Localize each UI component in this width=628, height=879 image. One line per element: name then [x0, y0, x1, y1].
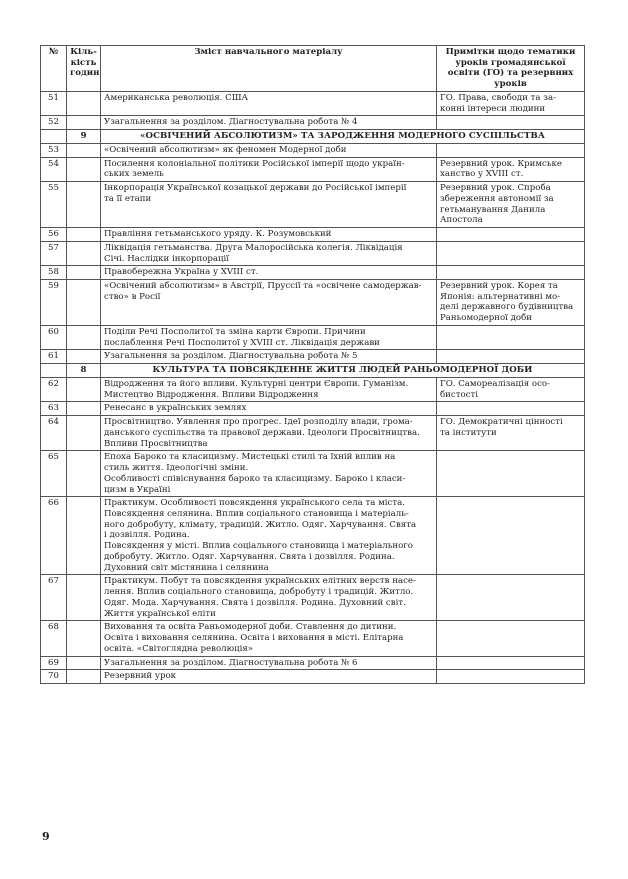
- row-number: 55: [41, 182, 67, 228]
- table-row: [41, 116, 585, 130]
- row-note: [437, 575, 585, 621]
- row-number: 65: [41, 451, 67, 497]
- page-number: 9: [42, 830, 50, 843]
- table-row: [41, 656, 585, 670]
- row-topic: Просвітництво. Уявлення про прогрес. Ідеї розподілу влади, грома- данського суспільства та правової держави. Ідеологи Просвітництва. Впливи Просвітництва: [101, 416, 437, 451]
- row-note: Резервний урок. Кримське ханство у XVIII ст.: [437, 157, 585, 181]
- section-title: «ОСВІЧЕНИЙ АБСОЛЮТИЗМ» ТА ЗАРОДЖЕННЯ МОДЕРНОГО СУСПІЛЬСТВА: [101, 130, 585, 144]
- section-title: КУЛЬТУРА ТА ПОВСЯКДЕННЕ ЖИТТЯ ЛЮДЕЙ РАНЬОМОДЕРНОЇ ДОБИ: [101, 364, 585, 378]
- row-number: 52: [41, 116, 67, 130]
- row-note: [437, 621, 585, 656]
- row-number: 61: [41, 350, 67, 364]
- section-row: [41, 364, 585, 378]
- row-hours: [67, 377, 101, 401]
- row-number: 67: [41, 575, 67, 621]
- row-hours: [67, 143, 101, 157]
- row-note: [437, 350, 585, 364]
- row-note: Резервний урок. Корея та Японія: альтернативні мо- делі державного будівництва Раньомодерної доби: [437, 280, 585, 326]
- row-number: 70: [41, 670, 67, 684]
- row-note: ГО. Демократичні цінності та інститути: [437, 416, 585, 451]
- row-number: 59: [41, 280, 67, 326]
- section-num-cell: [41, 130, 67, 144]
- table-row: [41, 377, 585, 401]
- table-row: [41, 280, 585, 326]
- header-num: №: [41, 46, 67, 92]
- row-hours: [67, 350, 101, 364]
- row-note: [437, 497, 585, 575]
- row-number: 63: [41, 402, 67, 416]
- table-body: [41, 92, 585, 684]
- section-hours: 8: [67, 364, 101, 378]
- row-number: 60: [41, 325, 67, 349]
- row-note: [437, 266, 585, 280]
- row-note: [437, 325, 585, 349]
- row-number: 62: [41, 377, 67, 401]
- row-topic: Правобережна Україна у XVIII ст.: [101, 266, 437, 280]
- row-topic: Узагальнення за розділом. Діагностувальна робота № 4: [101, 116, 437, 130]
- row-topic: Епоха Бароко та класицизму. Мистецькі стилі та їхній вплив на стиль життя. Ідеологічні зміни. Особливості співіснування бароко та класицизму. Бароко і класи- цизм в Україні: [101, 451, 437, 497]
- row-hours: [67, 157, 101, 181]
- row-topic: Інкорпорація Української козацької держави до Російської імперії та її етапи: [101, 182, 437, 228]
- row-number: 58: [41, 266, 67, 280]
- table-row: [41, 402, 585, 416]
- table-row: [41, 416, 585, 451]
- row-hours: [67, 280, 101, 326]
- row-hours: [67, 266, 101, 280]
- row-note: [437, 241, 585, 265]
- row-topic: Виховання та освіта Раньомодерної доби. Ставлення до дитини. Освіта і виховання селянина. Освіта і виховання в місті. Елітарна освіта. «Світоглядна революція»: [101, 621, 437, 656]
- row-hours: [67, 116, 101, 130]
- row-hours: [67, 228, 101, 242]
- row-hours: [67, 497, 101, 575]
- row-note: [437, 228, 585, 242]
- row-topic: Правління гетьманського уряду. К. Розумовський: [101, 228, 437, 242]
- row-topic: Узагальнення за розділом. Діагностувальна робота № 6: [101, 656, 437, 670]
- row-topic: Відродження та його впливи. Культурні центри Європи. Гуманізм. Мистецтво Відродження. Впливи Відродження: [101, 377, 437, 401]
- table-row: [41, 143, 585, 157]
- row-note: [437, 402, 585, 416]
- row-topic: «Освічений абсолютизм» як феномен Модерної доби: [101, 143, 437, 157]
- table-row: [41, 670, 585, 684]
- row-number: 64: [41, 416, 67, 451]
- table-row: [41, 228, 585, 242]
- table-row: [41, 182, 585, 228]
- row-topic: Посилення колоніальної політики Російської імперії щодо україн- ських земель: [101, 157, 437, 181]
- row-topic: Практикум. Особливості повсякдення українського села та міста. Повсякдення селянина. Вплив соціального становища і матеріаль- ного добробуту, клімату, традицій. Житло. Одяг. Харчування. Свята і дозвілля. Родина. Повсякдення у місті. Вплив соціального становища і матеріального добробуту. Житло. Одяг. Харчування. Свята і дозвілля. Родина. Духовний світ містянина і селянина: [101, 497, 437, 575]
- table-row: [41, 350, 585, 364]
- row-hours: [67, 575, 101, 621]
- header-row: [41, 46, 585, 92]
- row-note: ГО. Права, свободи та за- конні інтереси людини: [437, 92, 585, 116]
- row-note: Резервний урок. Спроба збереження автономії за гетьманування Данила Апостола: [437, 182, 585, 228]
- row-number: 56: [41, 228, 67, 242]
- row-hours: [67, 451, 101, 497]
- section-row: [41, 130, 585, 144]
- table-row: [41, 266, 585, 280]
- row-number: 53: [41, 143, 67, 157]
- table-row: [41, 241, 585, 265]
- table-row: [41, 575, 585, 621]
- row-hours: [67, 402, 101, 416]
- table-row: [41, 92, 585, 116]
- row-note: ГО. Самореалізація осо- бистості: [437, 377, 585, 401]
- row-hours: [67, 656, 101, 670]
- row-hours: [67, 92, 101, 116]
- row-number: 51: [41, 92, 67, 116]
- row-hours: [67, 325, 101, 349]
- row-topic: Практикум. Побут та повсякдення українських елітних верств насе- лення. Вплив соціального становища, добробуту і традицій. Житло. Одяг. Мода. Харчування. Свята і дозвілля. Родина. Духовний світ. Життя української еліти: [101, 575, 437, 621]
- row-topic: Американська революція. США: [101, 92, 437, 116]
- section-num-cell: [41, 364, 67, 378]
- row-note: [437, 143, 585, 157]
- row-topic: Узагальнення за розділом. Діагностувальна робота № 5: [101, 350, 437, 364]
- row-hours: [67, 182, 101, 228]
- row-topic: Ренесанс в українських землях: [101, 402, 437, 416]
- row-note: [437, 116, 585, 130]
- table-row: [41, 157, 585, 181]
- row-note: [437, 451, 585, 497]
- row-number: 57: [41, 241, 67, 265]
- table-row: [41, 621, 585, 656]
- header-content: Зміст навчального матеріалу: [101, 46, 437, 92]
- row-topic: Поділи Речі Посполитої та зміна карти Європи. Причини послаблення Речі Посполитої у XVIII ст. Ліквідація держави: [101, 325, 437, 349]
- section-hours: 9: [67, 130, 101, 144]
- header-hours: Кіль- кість годин: [67, 46, 101, 92]
- table-row: [41, 325, 585, 349]
- curriculum-table: [40, 45, 585, 684]
- row-topic: «Освічений абсолютизм» в Австрії, Пруссії та «освічене самодержав- ство» в Росії: [101, 280, 437, 326]
- row-topic: Ліквідація гетьманства. Друга Малоросійська колегія. Ліквідація Січі. Наслідки інкорпорації: [101, 241, 437, 265]
- table-row: [41, 451, 585, 497]
- table-row: [41, 497, 585, 575]
- row-hours: [67, 416, 101, 451]
- row-number: 69: [41, 656, 67, 670]
- header-notes: Примітки щодо тематики уроків громадянської освіти (ГО) та резервних уроків: [437, 46, 585, 92]
- row-hours: [67, 241, 101, 265]
- row-note: [437, 670, 585, 684]
- row-number: 54: [41, 157, 67, 181]
- row-topic: Резервний урок: [101, 670, 437, 684]
- row-hours: [67, 621, 101, 656]
- row-number: 68: [41, 621, 67, 656]
- row-number: 66: [41, 497, 67, 575]
- row-hours: [67, 670, 101, 684]
- row-note: [437, 656, 585, 670]
